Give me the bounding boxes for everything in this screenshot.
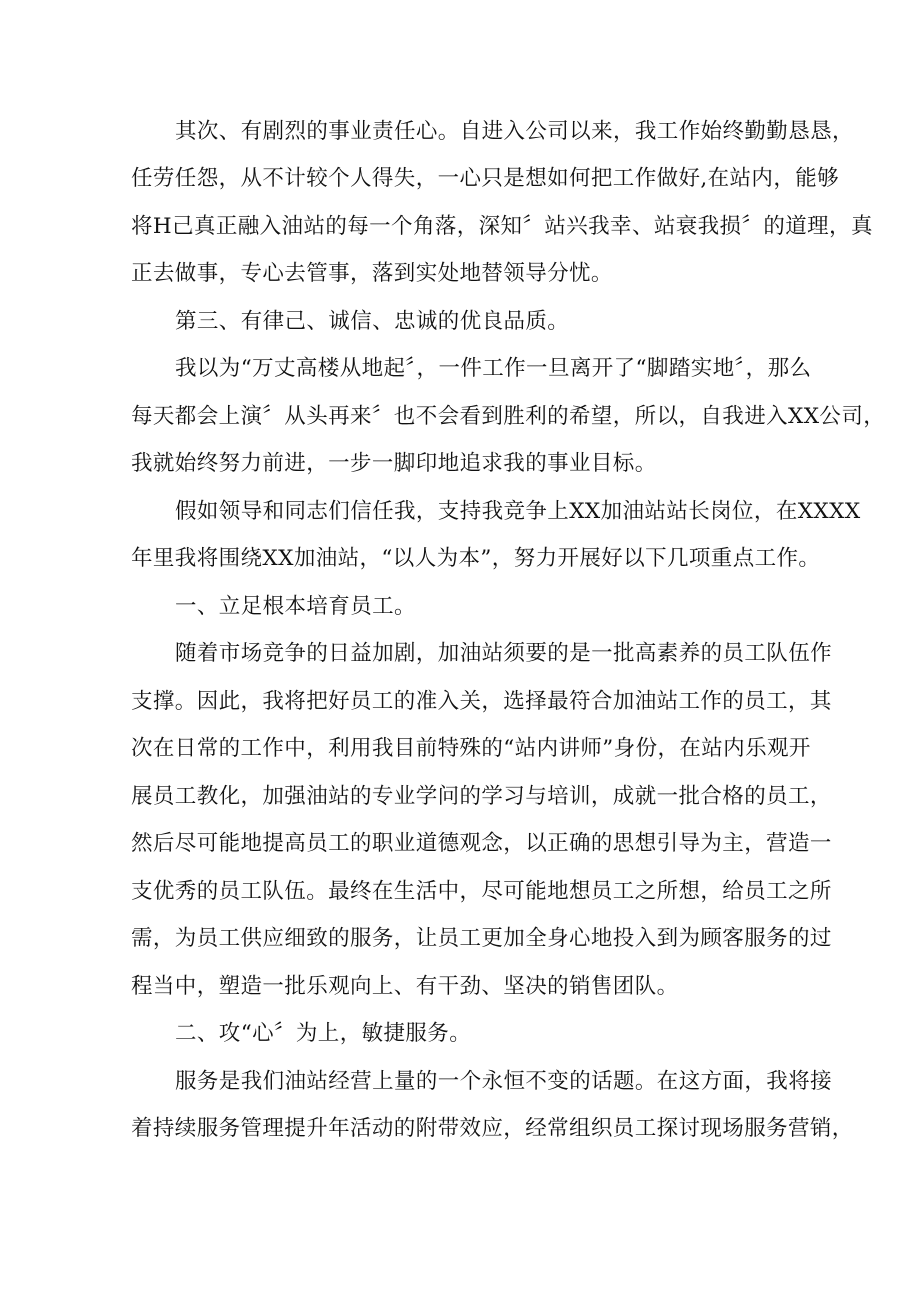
text-line: 展员工教化，加强油站的专业学问的学习与培训，成就一批合格的员工， bbox=[131, 784, 832, 809]
text-line: 然后尽可能地提高员工的职业道德观念，以正确的思想引导为主，营造一 bbox=[131, 831, 832, 856]
text-line: 次在日常的工作中，利用我目前特殊的“站内讲师”身份，在站内乐观开 bbox=[131, 736, 811, 761]
text-line: 服务是我们油站经营上量的一个永恒不变的话题。在这方面，我将接 bbox=[175, 1069, 833, 1094]
text-line: 我以为“万丈高楼从地起〞，一件工作一旦离开了“脚踏实地〞，那么 bbox=[175, 356, 812, 381]
section-heading: 一、立足根本培育员工。 bbox=[175, 594, 416, 619]
text-line: 将H己真正融入油站的每一个角落，深知〞站兴我幸、站衰我损〞的道理，真 bbox=[131, 214, 873, 239]
text-line: 假如领导和同志们信任我，支持我竞争上XX加油站站长岗位，在XXXX bbox=[175, 499, 861, 524]
text-line: 正去做事，专心去管事，落到实处地替领导分忧。 bbox=[131, 261, 613, 286]
text-line: 我就始终努力前进，一步一脚印地追求我的事业目标。 bbox=[131, 451, 657, 476]
text-line: 每天都会上演〞从头再来〞也不会看到胜利的希望，所以，自我进入XX公司， bbox=[131, 404, 886, 429]
section-heading: 二、攻“心〞为上，敏捷服务。 bbox=[175, 1021, 472, 1046]
text-line: 着持续服务管理提升年活动的附带效应，经常组织员工探讨现场服务营销， bbox=[131, 1116, 854, 1141]
text-line: 支撑。因此，我将把好员工的准入关，选择最符合加油站工作的员工，其 bbox=[131, 689, 832, 714]
text-line: 任劳任怨，从不计较个人得失，一心只是想如何把工作做好,在站内，能够 bbox=[131, 166, 840, 191]
text-line: 支优秀的员工队伍。最终在生活中，尽可能地想员工之所想，给员工之所 bbox=[131, 879, 832, 904]
text-line: 其次、有剧烈的事业责任心。自进入公司以来，我工作始终勤勤恳恳， bbox=[175, 119, 854, 144]
text-line: 需，为员工供应细致的服务，让员工更加全身心地投入到为顾客服务的过 bbox=[131, 926, 832, 951]
text-line: 程当中，塑造一批乐观向上、有干劲、坚决的销售团队。 bbox=[131, 974, 679, 999]
section-heading: 第三、有律己、诚信、忠诚的优良品质。 bbox=[175, 309, 570, 334]
text-line: 年里我将围绕XX加油站，“以人为本”，努力开展好以下几项重点工作。 bbox=[131, 546, 821, 571]
text-line: 随着市场竞争的日益加剧，加油站须要的是一批高素养的员工队伍作 bbox=[175, 641, 833, 666]
